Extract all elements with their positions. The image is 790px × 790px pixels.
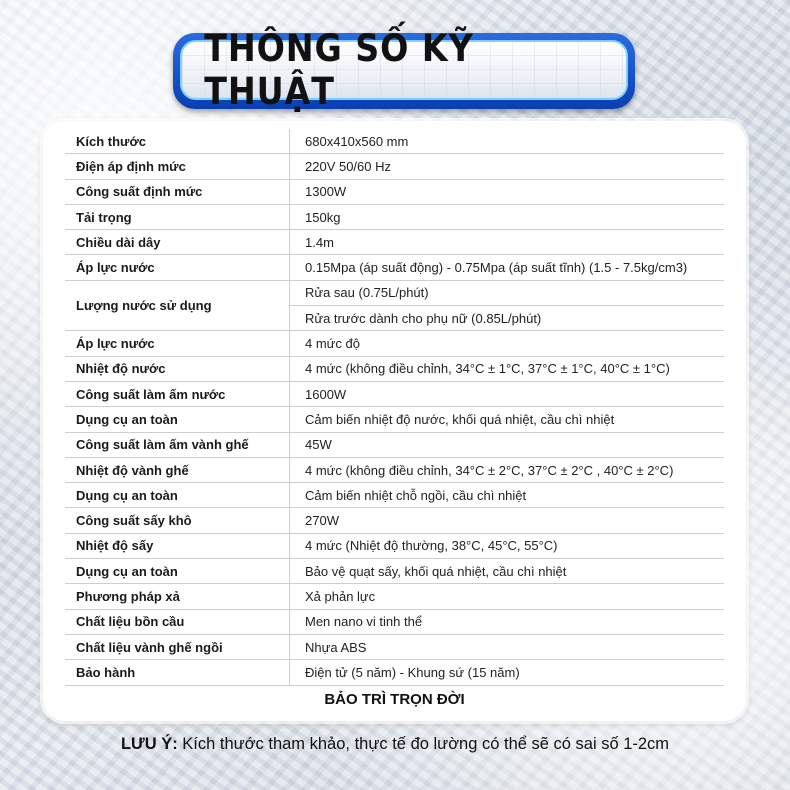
row-label: Áp lực nước xyxy=(65,331,290,356)
row-label: Công suất định mức xyxy=(65,179,290,204)
row-label: Công suất sấy khô xyxy=(65,508,290,533)
row-value: Nhựa ABS xyxy=(290,634,725,659)
row-label: Nhiệt độ nước xyxy=(65,356,290,381)
row-value: 4 mức độ xyxy=(290,331,725,356)
row-label: Phương pháp xả xyxy=(65,584,290,609)
table-row xyxy=(65,508,724,533)
table-row xyxy=(65,660,724,685)
table-row xyxy=(65,584,724,609)
row-value: Cảm biến nhiệt chỗ ngồi, cầu chì nhiệt xyxy=(290,483,725,508)
row-label: Nhiệt độ sấy xyxy=(65,533,290,558)
note-line xyxy=(0,735,790,754)
row-label: Dụng cụ an toàn xyxy=(65,559,290,584)
row-label: Dụng cụ an toàn xyxy=(65,407,290,432)
row-label: Công suất làm ấm nước xyxy=(65,381,290,406)
row-value: Xả phản lực xyxy=(290,584,725,609)
row-label: Tải trọng xyxy=(65,204,290,229)
table-row xyxy=(65,381,724,406)
table-row xyxy=(65,559,724,584)
row-value: Rửa trước dành cho phụ nữ (0.85L/phút) xyxy=(290,306,725,331)
table-row xyxy=(65,280,724,305)
row-value: Điện tử (5 năm) - Khung sứ (15 năm) xyxy=(290,660,725,685)
table-row xyxy=(65,483,724,508)
table-row xyxy=(65,634,724,659)
spec-card xyxy=(43,121,746,721)
row-value: 1600W xyxy=(290,381,725,406)
table-row xyxy=(65,129,724,154)
table-row xyxy=(65,154,724,179)
row-label: Công suất làm ấm vành ghế xyxy=(65,432,290,457)
table-row xyxy=(65,255,724,280)
row-value: 270W xyxy=(290,508,725,533)
table-row xyxy=(65,407,724,432)
row-value: 1300W xyxy=(290,179,725,204)
page-title: THÔNG SỐ KỸ THUẬT xyxy=(204,27,474,113)
note-text: Kích thước tham khảo, thực tế đo lường có thể sẽ có sai số 1-2cm xyxy=(177,735,670,753)
row-label: Chất liệu vành ghế ngồi xyxy=(65,634,290,659)
row-label: Chiều dài dây xyxy=(65,230,290,255)
row-value: Rửa sau (0.75L/phút) xyxy=(290,280,725,305)
note-prefix: LƯU Ý: xyxy=(120,735,178,753)
table-row xyxy=(65,230,724,255)
row-label: Nhiệt độ vành ghế xyxy=(65,457,290,482)
row-value: 4 mức (không điều chỉnh, 34°C ± 1°C, 37°C ± 1°C, 40°C ± 1°C) xyxy=(290,356,725,381)
row-label: Lượng nước sử dụng xyxy=(65,280,290,331)
table-row xyxy=(65,609,724,634)
row-value: 680x410x560 mm xyxy=(290,129,725,154)
row-label: Điện áp định mức xyxy=(65,154,290,179)
table-row xyxy=(65,179,724,204)
row-value: 4 mức (Nhiệt độ thường, 38°C, 45°C, 55°C) xyxy=(290,533,725,558)
row-value: Bảo vệ quạt sấy, khối quá nhiệt, cầu chì nhiệt xyxy=(290,559,725,584)
row-value: 1.4m xyxy=(290,230,725,255)
title-banner xyxy=(173,27,635,113)
row-label: Bảo hành xyxy=(65,660,290,685)
row-label: Kích thước xyxy=(65,129,290,154)
table-row xyxy=(65,457,724,482)
row-value: 220V 50/60 Hz xyxy=(290,154,725,179)
row-value: 150kg xyxy=(290,204,725,229)
row-value: Cảm biến nhiệt độ nước, khối quá nhiệt, cầu chì nhiệt xyxy=(290,407,725,432)
row-value: 45W xyxy=(290,432,725,457)
table-row xyxy=(65,432,724,457)
table-row xyxy=(65,356,724,381)
row-value: 4 mức (không điều chỉnh, 34°C ± 2°C, 37°C ± 2°C , 40°C ± 2°C) xyxy=(290,457,725,482)
row-label: Dụng cụ an toàn xyxy=(65,483,290,508)
row-value: Men nano vi tinh thể xyxy=(290,609,725,634)
maintenance-footer: BẢO TRÌ TRỌN ĐỜI xyxy=(324,691,465,708)
spec-table xyxy=(65,129,724,686)
row-label: Chất liệu bồn cầu xyxy=(65,609,290,634)
table-row xyxy=(65,533,724,558)
row-value: 0.15Mpa (áp suất động) - 0.75Mpa (áp suất tĩnh) (1.5 - 7.5kg/cm3) xyxy=(290,255,725,280)
table-row xyxy=(65,331,724,356)
table-row xyxy=(65,204,724,229)
row-label: Áp lực nước xyxy=(65,255,290,280)
title-plate xyxy=(180,27,628,113)
